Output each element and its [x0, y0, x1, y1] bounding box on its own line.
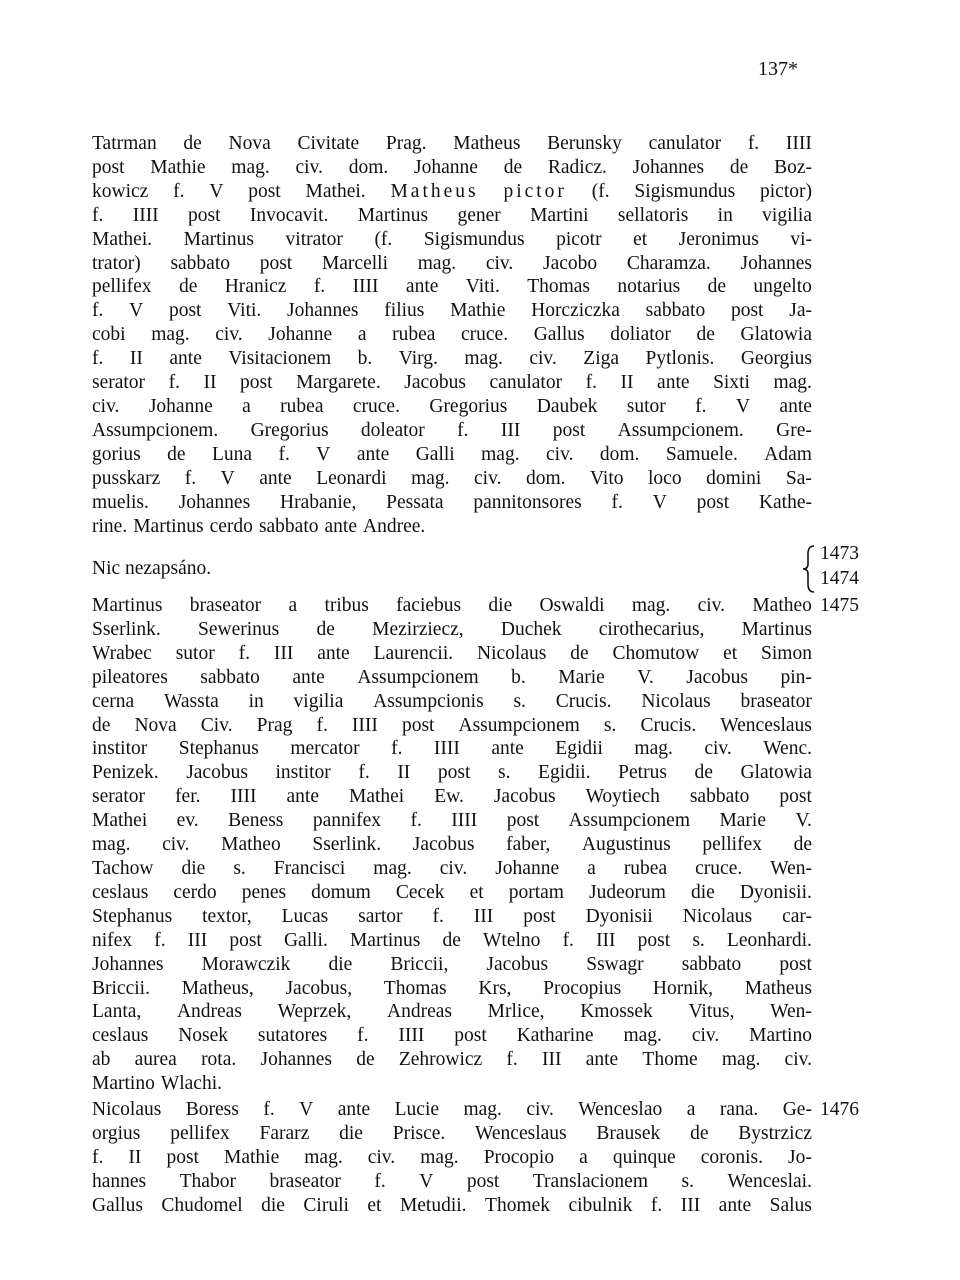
text-line: serator fer. IIII ante Mathei Ew. Jacobus Woytiech sabbato post	[92, 786, 812, 808]
text-line: pileatores sabbato ante Assumpcionem b. Marie V. Jacobus pin-	[92, 666, 812, 688]
paragraph-1	[92, 132, 812, 538]
text-line: Gallus Chudomel die Ciruli et Metudii. Thomek cibulnik f. III ante Salus	[92, 1194, 812, 1216]
text-line: f. II ante Visitacionem b. Virg. mag. civ. Ziga Pytlonis. Georgius	[92, 348, 812, 370]
text-line: rine. Martinus cerdo sabbato ante Andree.	[92, 515, 426, 537]
paragraph-2	[92, 594, 812, 1096]
text-line: Penizek. Jacobus institor f. II post s. Egidii. Petrus de Glatowia	[92, 762, 812, 784]
text-line: cerna Wassta in vigilia Assumpcionis s. Crucis. Nicolaus braseator	[92, 690, 812, 712]
page-number: 137*	[758, 58, 798, 80]
year-1473: 1473	[820, 543, 859, 564]
text-line: ceslaus Nosek sutatores f. IIII post Katharine mag. civ. Martino	[92, 1025, 812, 1047]
text-line: pellifex de Hranicz f. IIII ante Viti. Thomas notarius de ungelto	[92, 276, 812, 298]
text-line: gorius de Luna f. V ante Galli mag. civ. dom. Samuele. Adam	[92, 443, 812, 465]
text-line: Sserlink. Sewerinus de Mezirziecz, Duchek cirothecarius, Martinus	[92, 618, 812, 640]
nic-note: Nic nezapsáno.	[92, 558, 212, 579]
text-line: f. V post Viti. Johannes filius Mathie Horcziczka sabbato post Ja-	[92, 300, 812, 322]
brace-icon	[800, 544, 816, 594]
year-1474: 1474	[820, 568, 859, 589]
text-line: orgius pellifex Fararz die Prisce. Wenceslaus Brausek de Bystrzicz	[92, 1122, 812, 1144]
text-line: mag. civ. Matheo Sserlink. Jacobus faber, Augustinus pellifex de	[92, 834, 812, 856]
text-line: hannes Thabor braseator f. V post Translacionem s. Wenceslai.	[92, 1170, 812, 1192]
text-line: nifex f. III post Galli. Martinus de Wtelno f. III post s. Leonhardi.	[92, 929, 812, 951]
text-line: trator) sabbato post Marcelli mag. civ. Jacobo Charamza. Johannes	[92, 252, 812, 274]
text-line: muelis. Johannes Hrabanie, Pessata pannitonsores f. V post Kathe-	[92, 491, 812, 513]
text-line: ab aurea rota. Johannes de Zehrowicz f. III ante Thome mag. civ.	[92, 1049, 812, 1071]
text-line: post Mathie mag. civ. dom. Johanne de Radicz. Johannes de Boz-	[92, 156, 812, 178]
text-line: f. IIII post Invocavit. Martinus gener Martini sellatoris in vigilia	[92, 204, 812, 226]
text-line: Martino Wlachi.	[92, 1073, 223, 1095]
text-line: cobi mag. civ. Johanne a rubea cruce. Gallus doliator de Glatowia	[92, 324, 812, 346]
text-line: Mathei ev. Beness pannifex f. IIII post Assumpcionem Marie V.	[92, 810, 812, 832]
text-line: Martinus braseator a tribus faciebus die Oswaldi mag. civ. Matheo	[92, 595, 812, 616]
text-line: Stephanus textor, Lucas sartor f. III post Dyonisii Nicolaus car-	[92, 905, 812, 927]
text-line: Nicolaus Boress f. V ante Lucie mag. civ. Wenceslao a rana. Ge-	[92, 1099, 812, 1120]
text-line: Tachow die s. Francisci mag. civ. Johanne a rubea cruce. Wen-	[92, 857, 812, 879]
year-1476: 1476	[820, 1099, 859, 1120]
text-line: civ. Johanne a rubea cruce. Gregorius Daubek sutor f. V ante	[92, 395, 812, 417]
text-line: f. II post Mathie mag. civ. mag. Procopio a quinque coronis. Jo-	[92, 1146, 812, 1168]
text-line: Tatrman de Nova Civitate Prag. Matheus Berunsky canulator f. IIII	[92, 133, 812, 154]
text-line: Mathei. Martinus vitrator (f. Sigismundus picotr et Jeronimus vi-	[92, 228, 812, 250]
text-line: serator f. II post Margarete. Jacobus canulator f. II ante Sixti mag.	[92, 372, 812, 394]
text-line: Assumpcionem. Gregorius doleator f. III post Assumpcionem. Gre-	[92, 419, 812, 441]
text-line: de Nova Civ. Prag f. IIII post Assumpcionem s. Crucis. Wenceslaus	[92, 714, 812, 736]
text-line: Johannes Morawczik die Briccii, Jacobus Sswagr sabbato post	[92, 953, 812, 975]
text-line: Wrabec sutor f. III ante Laurencii. Nicolaus de Chomutow et Simon	[92, 642, 812, 664]
year-1475: 1475	[820, 595, 859, 616]
text-line: institor Stephanus mercator f. IIII ante Egidii mag. civ. Wenc.	[92, 738, 812, 760]
text-line: kowicz f. V post Mathei. Matheus pictor (f. Sigismundus pictor)	[92, 180, 812, 202]
paragraph-3	[92, 1098, 812, 1218]
text-line: Lanta, Andreas Weprzek, Andreas Mrlice, Kmossek Vitus, Wen-	[92, 1001, 812, 1023]
text-line: ceslaus cerdo penes domum Cecek et portam Judeorum die Dyonisii.	[92, 881, 812, 903]
text-line: Briccii. Matheus, Jacobus, Thomas Krs, Procopius Hornik, Matheus	[92, 977, 812, 999]
text-line: pusskarz f. V ante Leonardi mag. civ. dom. Vito loco domini Sa-	[92, 467, 812, 489]
